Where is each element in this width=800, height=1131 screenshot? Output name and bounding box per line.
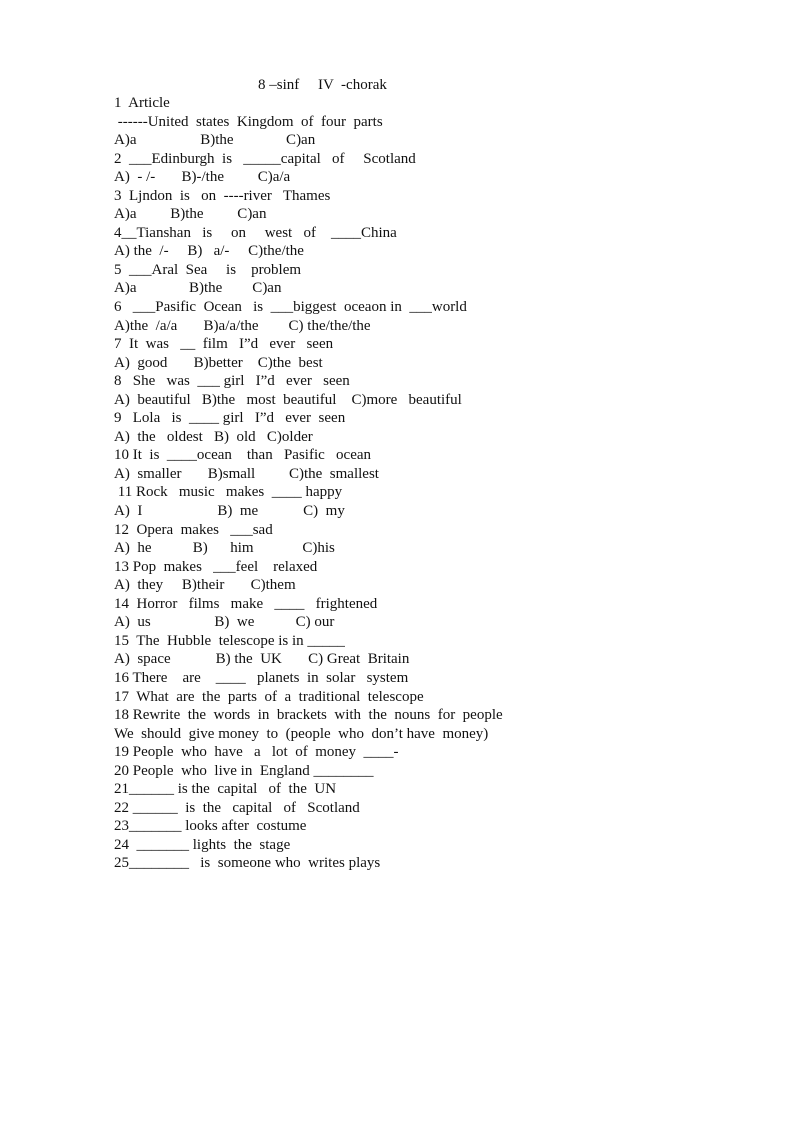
question-line: 20 People who live in England ________: [114, 762, 374, 779]
answer-options-line: A)a B)the C)an: [114, 280, 282, 297]
answer-options-line: A) beautiful B)the most beautiful C)more beautiful: [114, 391, 462, 408]
question-line: 7 It was __ film I”d ever seen: [114, 336, 334, 353]
question-line: 23_______ looks after costume: [114, 818, 307, 835]
answer-options-line: A) he B) him C)his: [114, 540, 335, 557]
answer-options-line: A) the /- B) a/- C)the/the: [114, 243, 304, 260]
question-line: 8 She was ___ girl I”d ever seen: [114, 373, 350, 390]
question-line: 4__Tianshan is on west of ____China: [114, 224, 397, 241]
answer-options-line: A) smaller B)small C)the smallest: [114, 465, 379, 482]
question-line: 25________ is someone who writes plays: [114, 855, 381, 872]
answer-options-line: A) good B)better C)the best: [114, 354, 323, 371]
question-line: 12 Opera makes ___sad: [114, 521, 273, 538]
question-line: 5 ___Aral Sea is problem: [114, 261, 302, 278]
question-line: 10 It is ____ocean than Pasific ocean: [114, 447, 372, 464]
question-line: 9 Lola is ____ girl I”d ever seen: [114, 410, 346, 427]
answer-options-line: A) I B) me C) my: [114, 503, 345, 520]
answer-options-line: A) they B)their C)them: [114, 577, 296, 594]
question-line: 21______ is the capital of the UN: [114, 781, 337, 798]
example-line: We should give money to (people who don’t have money): [114, 725, 489, 742]
question-line: 22 ______ is the capital of Scotland: [114, 799, 360, 816]
worksheet-body: [114, 94, 774, 873]
answer-options-line: A)the /a/a B)a/a/the C) the/the/the: [114, 317, 371, 334]
answer-options-line: A) the oldest B) old C)older: [114, 428, 313, 445]
answer-options-line: A) space B) the UK C) Great Britain: [114, 651, 410, 668]
question-line: 19 People who have a lot of money ____-: [114, 744, 399, 761]
question-line: 14 Horror films make ____ frightened: [114, 595, 378, 612]
worksheet-title: 8 –sinf IV -chorak: [258, 77, 387, 93]
question-line: 17 What are the parts of a traditional telescope: [114, 688, 424, 705]
answer-options-line: A)a B)the C)an: [114, 206, 267, 223]
answer-options-line: A) us B) we C) our: [114, 614, 335, 631]
section-heading-article: 1 Article: [114, 95, 170, 111]
question-line: ------United states Kingdom of four parts: [114, 113, 383, 130]
question-line: 11 Rock music makes ____ happy: [114, 484, 343, 501]
instruction-line: 18 Rewrite the words in brackets with the nouns for people: [114, 707, 503, 724]
question-line: 16 There are ____ planets in solar system: [114, 669, 409, 686]
answer-options-line: A) - /- B)-/the C)a/a: [114, 169, 291, 186]
question-line: 13 Pop makes ___feel relaxed: [114, 558, 318, 575]
question-line: 6 ___Pasific Ocean is ___biggest oceaon in ___world: [114, 299, 467, 316]
answer-options-line: A)a B)the C)an: [114, 132, 316, 149]
question-line: 3 Ljndon is on ----river Thames: [114, 187, 331, 204]
question-line: 24 _______ lights the stage: [114, 836, 291, 853]
question-line: 15 The Hubble telescope is in _____: [114, 632, 345, 649]
question-line: 2 ___Edinburgh is _____capital of Scotland: [114, 150, 416, 167]
